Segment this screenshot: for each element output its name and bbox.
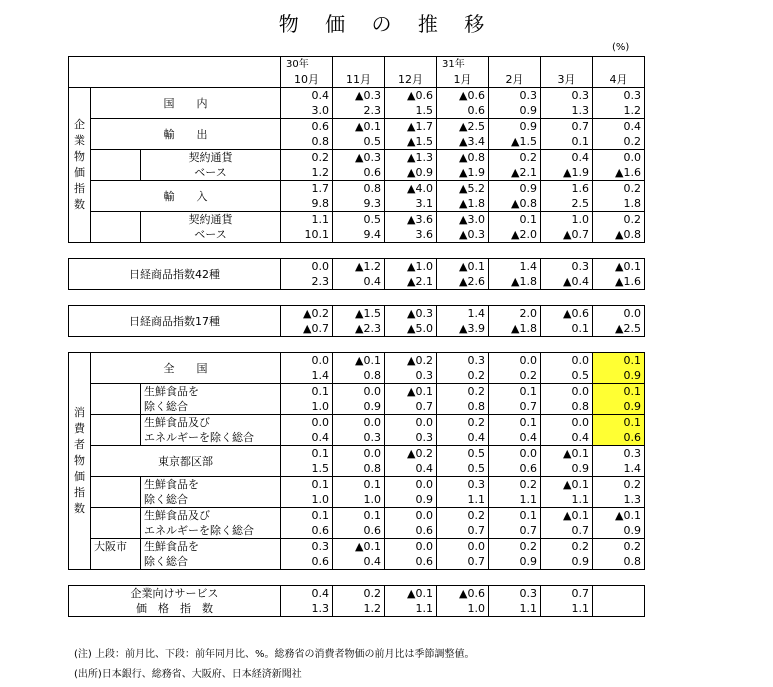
value-cell: 0.7 xyxy=(541,119,593,135)
value-cell: 1.1 xyxy=(385,601,437,617)
value-cell: ▲2.6 xyxy=(437,274,489,290)
row-label: 日経商品指数17種 xyxy=(69,306,281,337)
value-cell: ▲0.1 xyxy=(385,384,437,400)
value-cell: 1.1 xyxy=(541,601,593,617)
value-cell: 0.6 xyxy=(281,119,333,135)
row-label: 生鮮食品を xyxy=(141,477,281,493)
value-cell: 0.6 xyxy=(593,430,645,446)
row-label: エネルギーを除く総合 xyxy=(141,430,281,446)
value-cell: 1.2 xyxy=(593,103,645,119)
spacer xyxy=(69,243,645,259)
value-cell: 1.0 xyxy=(541,212,593,228)
year-cell xyxy=(385,57,437,73)
value-cell: ▲1.8 xyxy=(489,274,541,290)
value-cell: 0.0 xyxy=(281,415,333,431)
value-cell: 0.1 xyxy=(281,508,333,524)
value-cell: 0.4 xyxy=(489,430,541,446)
value-cell: 0.5 xyxy=(333,134,385,150)
value-cell: ▲0.1 xyxy=(541,446,593,462)
value-cell: ▲1.9 xyxy=(437,165,489,181)
value-cell: ▲2.5 xyxy=(437,119,489,135)
value-cell: 0.2 xyxy=(489,539,541,555)
value-cell: 0.0 xyxy=(385,415,437,431)
value-cell: 0.4 xyxy=(385,461,437,477)
value-cell: 0.0 xyxy=(593,150,645,166)
value-cell: ▲0.8 xyxy=(489,196,541,212)
value-cell: ▲0.1 xyxy=(541,477,593,493)
value-cell: 0.6 xyxy=(385,523,437,539)
value-cell: 0.0 xyxy=(385,508,437,524)
value-cell: 1.3 xyxy=(593,492,645,508)
value-cell: ▲0.6 xyxy=(437,586,489,602)
value-cell: ▲3.4 xyxy=(437,134,489,150)
value-cell: ▲2.1 xyxy=(489,165,541,181)
value-cell: 0.0 xyxy=(593,306,645,322)
value-cell: 0.3 xyxy=(541,88,593,104)
value-cell: 2.3 xyxy=(333,103,385,119)
value-cell: ▲0.6 xyxy=(541,306,593,322)
value-cell: 0.3 xyxy=(593,446,645,462)
row-label: 輸 入 xyxy=(91,181,281,212)
value-cell: 1.4 xyxy=(281,368,333,384)
value-cell: 9.4 xyxy=(333,227,385,243)
price-table xyxy=(68,56,645,617)
value-cell: 0.0 xyxy=(437,539,489,555)
value-cell: 1.0 xyxy=(333,492,385,508)
value-cell: ▲1.3 xyxy=(385,150,437,166)
row-label: 国 内 xyxy=(91,88,281,119)
value-cell: ▲0.7 xyxy=(541,227,593,243)
month-header: 2月 xyxy=(489,72,541,88)
value-cell: ▲5.0 xyxy=(385,321,437,337)
value-cell: 1.0 xyxy=(437,601,489,617)
value-cell: ▲0.9 xyxy=(385,165,437,181)
value-cell: 1.0 xyxy=(281,492,333,508)
indent-cell xyxy=(91,212,141,243)
value-cell: 0.2 xyxy=(489,368,541,384)
value-cell: 0.6 xyxy=(437,103,489,119)
value-cell: 0.7 xyxy=(541,586,593,602)
row-label: 生鮮食品を xyxy=(141,539,281,555)
value-cell: 1.7 xyxy=(281,181,333,197)
value-cell: ▲0.1 xyxy=(333,353,385,369)
corner-cell xyxy=(69,57,281,88)
value-cell: 0.4 xyxy=(281,430,333,446)
value-cell: 0.9 xyxy=(593,399,645,415)
month-header: 4月 xyxy=(593,72,645,88)
value-cell: 0.0 xyxy=(489,446,541,462)
value-cell: ▲1.6 xyxy=(593,165,645,181)
value-cell: 0.1 xyxy=(489,508,541,524)
value-cell: ▲5.2 xyxy=(437,181,489,197)
value-cell: ▲1.6 xyxy=(593,274,645,290)
value-cell: 10.1 xyxy=(281,227,333,243)
value-cell: 0.0 xyxy=(489,353,541,369)
value-cell: 0.2 xyxy=(489,477,541,493)
value-cell: 0.8 xyxy=(333,368,385,384)
value-cell: ▲0.1 xyxy=(593,259,645,275)
value-cell: 0.2 xyxy=(437,384,489,400)
value-cell: 0.0 xyxy=(541,384,593,400)
value-cell: 1.5 xyxy=(385,103,437,119)
value-cell xyxy=(593,586,645,602)
year-cell xyxy=(489,57,541,73)
value-cell: 1.2 xyxy=(333,601,385,617)
value-cell: ▲0.2 xyxy=(385,353,437,369)
value-cell: 0.2 xyxy=(437,368,489,384)
value-cell: 1.5 xyxy=(281,461,333,477)
value-cell: 0.0 xyxy=(333,446,385,462)
value-cell: 0.9 xyxy=(541,461,593,477)
note-text: (注) 上段：前月比、下段：前年同月比、%。総務省の消費者物価の前月比は季節調整値。 xyxy=(74,649,475,660)
value-cell: 0.2 xyxy=(541,539,593,555)
indent-cell xyxy=(91,477,141,508)
row-label: 契約通貨 xyxy=(141,212,281,228)
value-cell: ▲1.9 xyxy=(541,165,593,181)
row-label: 除く総合 xyxy=(141,492,281,508)
value-cell: 0.0 xyxy=(333,415,385,431)
value-cell: 0.7 xyxy=(385,399,437,415)
value-cell: ▲0.1 xyxy=(593,508,645,524)
month-header: 12月 xyxy=(385,72,437,88)
value-cell: 0.8 xyxy=(541,399,593,415)
value-cell: ▲0.1 xyxy=(333,119,385,135)
value-cell: 0.2 xyxy=(593,477,645,493)
value-cell: 0.8 xyxy=(593,554,645,570)
value-cell: 0.0 xyxy=(333,384,385,400)
value-cell: 1.1 xyxy=(489,492,541,508)
value-cell: 0.0 xyxy=(281,353,333,369)
value-cell: 0.6 xyxy=(385,554,437,570)
value-cell: ▲2.1 xyxy=(385,274,437,290)
value-cell: 0.9 xyxy=(541,554,593,570)
value-cell: 0.3 xyxy=(385,368,437,384)
value-cell: ▲3.6 xyxy=(385,212,437,228)
value-cell: 0.8 xyxy=(281,134,333,150)
value-cell: 0.4 xyxy=(593,119,645,135)
row-label: 全 国 xyxy=(91,353,281,384)
value-cell: 1.4 xyxy=(437,306,489,322)
value-cell: ▲0.2 xyxy=(281,306,333,322)
value-cell: 0.9 xyxy=(489,103,541,119)
value-cell: 0.0 xyxy=(541,415,593,431)
value-cell: 0.1 xyxy=(593,415,645,431)
value-cell: ▲0.1 xyxy=(437,259,489,275)
value-cell: 1.3 xyxy=(281,601,333,617)
value-cell: 0.6 xyxy=(333,165,385,181)
value-cell: 1.1 xyxy=(437,492,489,508)
value-cell: ▲0.8 xyxy=(593,227,645,243)
value-cell: ▲0.4 xyxy=(541,274,593,290)
value-cell: 0.7 xyxy=(541,523,593,539)
value-cell: 0.1 xyxy=(281,384,333,400)
year-cell: 30年 xyxy=(281,57,333,73)
value-cell: 0.8 xyxy=(437,399,489,415)
value-cell: ▲1.8 xyxy=(437,196,489,212)
value-cell: 2.5 xyxy=(541,196,593,212)
value-cell: ▲2.5 xyxy=(593,321,645,337)
section-label-consumer: 消費者物価指数 xyxy=(69,353,91,570)
value-cell: 0.7 xyxy=(489,399,541,415)
page-title: 物 価 の 推 移 xyxy=(278,12,495,36)
value-cell: 0.5 xyxy=(437,461,489,477)
value-cell: 1.1 xyxy=(489,601,541,617)
month-header: 11月 xyxy=(333,72,385,88)
value-cell: ▲1.7 xyxy=(385,119,437,135)
value-cell: 0.3 xyxy=(437,353,489,369)
value-cell: ▲1.5 xyxy=(385,134,437,150)
value-cell: 0.8 xyxy=(333,461,385,477)
value-cell xyxy=(593,601,645,617)
value-cell: 3.0 xyxy=(281,103,333,119)
row-label: 除く総合 xyxy=(141,554,281,570)
row-label: 日経商品指数42種 xyxy=(69,259,281,290)
value-cell: 0.1 xyxy=(489,415,541,431)
value-cell: 0.4 xyxy=(333,274,385,290)
row-label: 除く総合 xyxy=(141,399,281,415)
value-cell: 0.3 xyxy=(489,88,541,104)
value-cell: 0.2 xyxy=(437,415,489,431)
value-cell: 0.9 xyxy=(489,181,541,197)
value-cell: 0.4 xyxy=(281,586,333,602)
value-cell: 0.7 xyxy=(437,554,489,570)
value-cell: 0.2 xyxy=(593,212,645,228)
value-cell: ▲3.0 xyxy=(437,212,489,228)
value-cell: 0.0 xyxy=(541,353,593,369)
value-cell: ▲0.7 xyxy=(281,321,333,337)
year-cell: 31年 xyxy=(437,57,489,73)
value-cell: 0.1 xyxy=(541,321,593,337)
value-cell: ▲2.3 xyxy=(333,321,385,337)
value-cell: 0.2 xyxy=(437,508,489,524)
row-label: 生鮮食品及び xyxy=(141,508,281,524)
value-cell: 1.3 xyxy=(541,103,593,119)
value-cell: 0.9 xyxy=(593,368,645,384)
section-label-corporate: 企業物価指数 xyxy=(69,88,91,243)
row-label: ベース xyxy=(141,227,281,243)
row-label: 生鮮食品及び xyxy=(141,415,281,431)
year-cell xyxy=(541,57,593,73)
spacer xyxy=(69,570,645,586)
value-cell: 0.8 xyxy=(333,181,385,197)
value-cell: 0.9 xyxy=(489,119,541,135)
value-cell: ▲0.1 xyxy=(541,508,593,524)
value-cell: 0.4 xyxy=(541,150,593,166)
value-cell: 0.9 xyxy=(385,492,437,508)
value-cell: 0.6 xyxy=(281,554,333,570)
row-label: 輸 出 xyxy=(91,119,281,150)
value-cell: 0.5 xyxy=(333,212,385,228)
value-cell: 0.9 xyxy=(489,554,541,570)
year-cell xyxy=(593,57,645,73)
value-cell: 0.3 xyxy=(593,88,645,104)
value-cell: ▲0.3 xyxy=(437,227,489,243)
value-cell: 9.3 xyxy=(333,196,385,212)
month-header: 1月 xyxy=(437,72,489,88)
value-cell: 3.6 xyxy=(385,227,437,243)
value-cell: 0.4 xyxy=(437,430,489,446)
value-cell: 0.1 xyxy=(333,508,385,524)
value-cell: ▲1.0 xyxy=(385,259,437,275)
value-cell: ▲2.0 xyxy=(489,227,541,243)
value-cell: 0.2 xyxy=(333,586,385,602)
source-text: (出所)日本銀行、総務省、大阪府、日本経済新聞社 xyxy=(74,669,302,680)
value-cell: 0.0 xyxy=(281,259,333,275)
value-cell: 0.6 xyxy=(281,523,333,539)
value-cell: 1.6 xyxy=(541,181,593,197)
row-label: 企業向けサービス xyxy=(69,586,281,602)
value-cell: ▲1.5 xyxy=(489,134,541,150)
value-cell: 0.4 xyxy=(541,430,593,446)
value-cell: 0.1 xyxy=(333,477,385,493)
unit-label: (%) xyxy=(612,42,630,53)
value-cell: 1.0 xyxy=(281,399,333,415)
value-cell: 1.1 xyxy=(281,212,333,228)
value-cell: 1.1 xyxy=(541,492,593,508)
row-label: 契約通貨 xyxy=(141,150,281,166)
indent-cell xyxy=(91,150,141,181)
value-cell: 0.9 xyxy=(593,523,645,539)
value-cell: 9.8 xyxy=(281,196,333,212)
value-cell: 0.3 xyxy=(385,430,437,446)
value-cell: 0.4 xyxy=(281,88,333,104)
value-cell: ▲0.6 xyxy=(385,88,437,104)
value-cell: 0.3 xyxy=(541,259,593,275)
year-cell xyxy=(333,57,385,73)
indent-cell xyxy=(91,508,141,539)
value-cell: 0.2 xyxy=(593,539,645,555)
value-cell: 0.2 xyxy=(593,181,645,197)
value-cell: 0.3 xyxy=(437,477,489,493)
value-cell: ▲0.3 xyxy=(333,88,385,104)
value-cell: 0.1 xyxy=(593,353,645,369)
value-cell: ▲0.2 xyxy=(385,446,437,462)
value-cell: 2.3 xyxy=(281,274,333,290)
value-cell: 0.3 xyxy=(281,539,333,555)
indent-cell xyxy=(91,415,141,446)
value-cell: 1.4 xyxy=(593,461,645,477)
value-cell: ▲1.2 xyxy=(333,259,385,275)
indent-cell xyxy=(91,384,141,415)
spacer xyxy=(69,337,645,353)
value-cell: ▲0.3 xyxy=(385,306,437,322)
value-cell: 1.4 xyxy=(489,259,541,275)
value-cell: 3.1 xyxy=(385,196,437,212)
value-cell: 0.1 xyxy=(281,446,333,462)
value-cell: 0.5 xyxy=(437,446,489,462)
value-cell: 0.3 xyxy=(333,430,385,446)
value-cell: ▲4.0 xyxy=(385,181,437,197)
row-label: 生鮮食品を xyxy=(141,384,281,400)
row-label: エネルギーを除く総合 xyxy=(141,523,281,539)
value-cell: ▲1.8 xyxy=(489,321,541,337)
value-cell: ▲1.5 xyxy=(333,306,385,322)
value-cell: 0.3 xyxy=(489,586,541,602)
value-cell: 0.0 xyxy=(385,539,437,555)
value-cell: 0.2 xyxy=(489,150,541,166)
value-cell: 0.1 xyxy=(281,477,333,493)
row-label: 価 格 指 数 xyxy=(69,601,281,617)
value-cell: 0.7 xyxy=(437,523,489,539)
value-cell: ▲0.1 xyxy=(385,586,437,602)
value-cell: ▲0.6 xyxy=(437,88,489,104)
value-cell: 0.1 xyxy=(489,384,541,400)
value-cell: 2.0 xyxy=(489,306,541,322)
value-cell: ▲3.9 xyxy=(437,321,489,337)
value-cell: 0.5 xyxy=(541,368,593,384)
value-cell: 0.9 xyxy=(333,399,385,415)
value-cell: 1.2 xyxy=(281,165,333,181)
value-cell: 0.4 xyxy=(333,554,385,570)
value-cell: ▲0.3 xyxy=(333,150,385,166)
value-cell: 0.2 xyxy=(593,134,645,150)
value-cell: ▲0.8 xyxy=(437,150,489,166)
value-cell: 0.0 xyxy=(385,477,437,493)
value-cell: ▲0.1 xyxy=(333,539,385,555)
value-cell: 0.7 xyxy=(489,523,541,539)
row-label-osaka: 大阪市 xyxy=(91,539,141,570)
month-header: 10月 xyxy=(281,72,333,88)
value-cell: 1.8 xyxy=(593,196,645,212)
row-label: ベース xyxy=(141,165,281,181)
value-cell: 0.2 xyxy=(281,150,333,166)
month-header: 3月 xyxy=(541,72,593,88)
value-cell: 0.6 xyxy=(489,461,541,477)
value-cell: 0.1 xyxy=(541,134,593,150)
value-cell: 0.6 xyxy=(333,523,385,539)
value-cell: 0.1 xyxy=(489,212,541,228)
value-cell: 0.1 xyxy=(593,384,645,400)
spacer xyxy=(69,290,645,306)
row-label: 東京都区部 xyxy=(91,446,281,477)
